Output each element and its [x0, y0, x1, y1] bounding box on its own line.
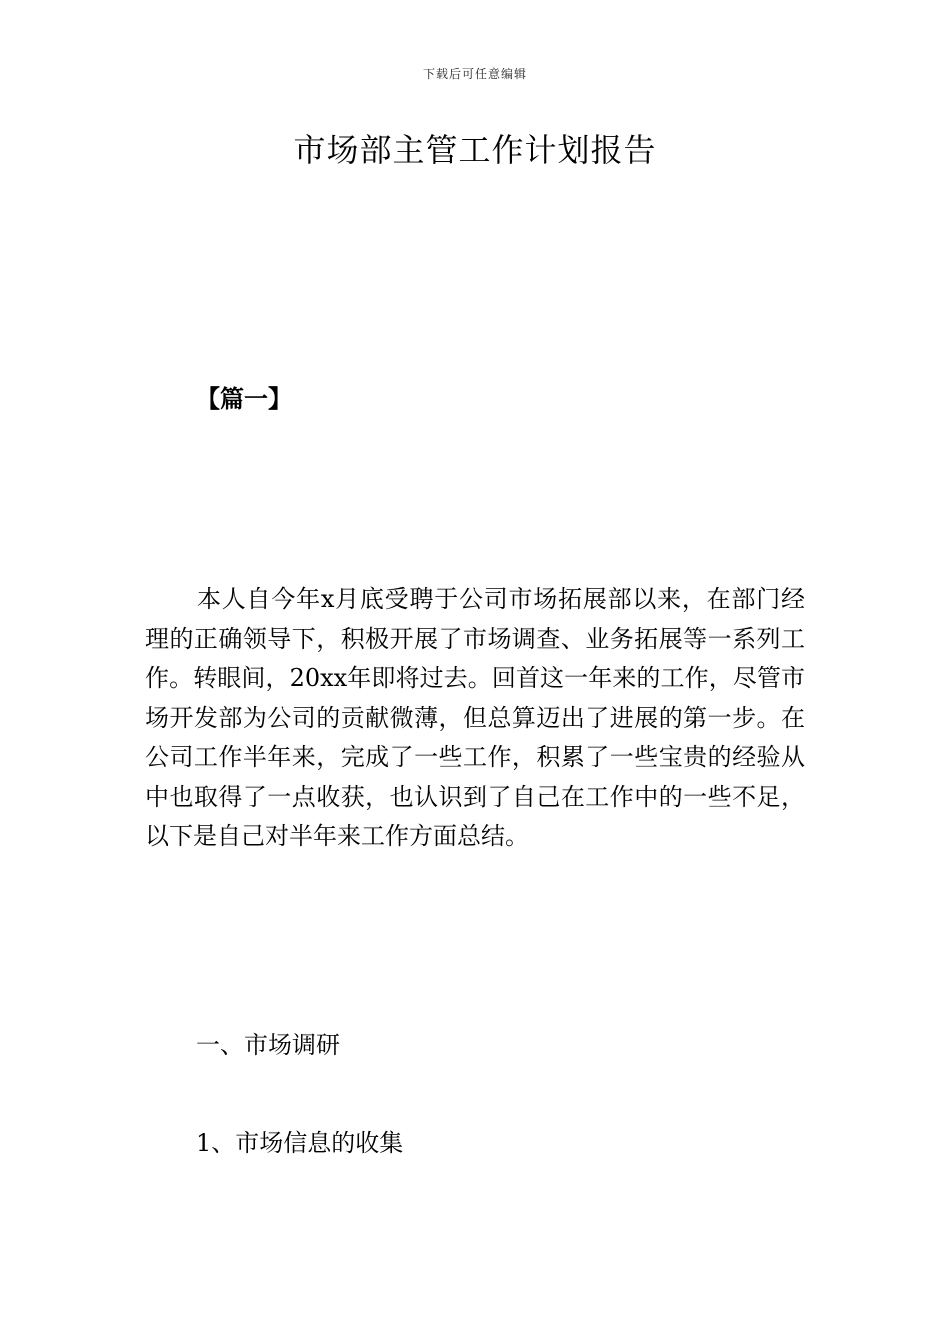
subsection-heading: 1、市场信息的收集	[196, 1129, 404, 1157]
section-heading: 一、市场调研	[196, 1031, 340, 1059]
document-title: 市场部主管工作计划报告	[293, 131, 657, 169]
section-mark: 【篇一】	[196, 385, 292, 413]
header-note: 下载后可任意编辑	[422, 67, 527, 81]
body-paragraph: 本人自今年x月底受聘于公司市场拓展部以来，在部门经理的正确领导下，积极开展了市场调查、业务拓展等一系列工作。转眼间，20xx年即将过去。回首这一年来的工作，尽管市场开发部为公司的贡献微薄，但总算迈出了进展的第一步。在公司工作半年来，完成了一些工作，积累了一些宝贵的经验从中也取得了一点收获，也认识到了自己在工作中的一些不足，以下是自己对半年来工作方面总结。	[145, 585, 805, 850]
